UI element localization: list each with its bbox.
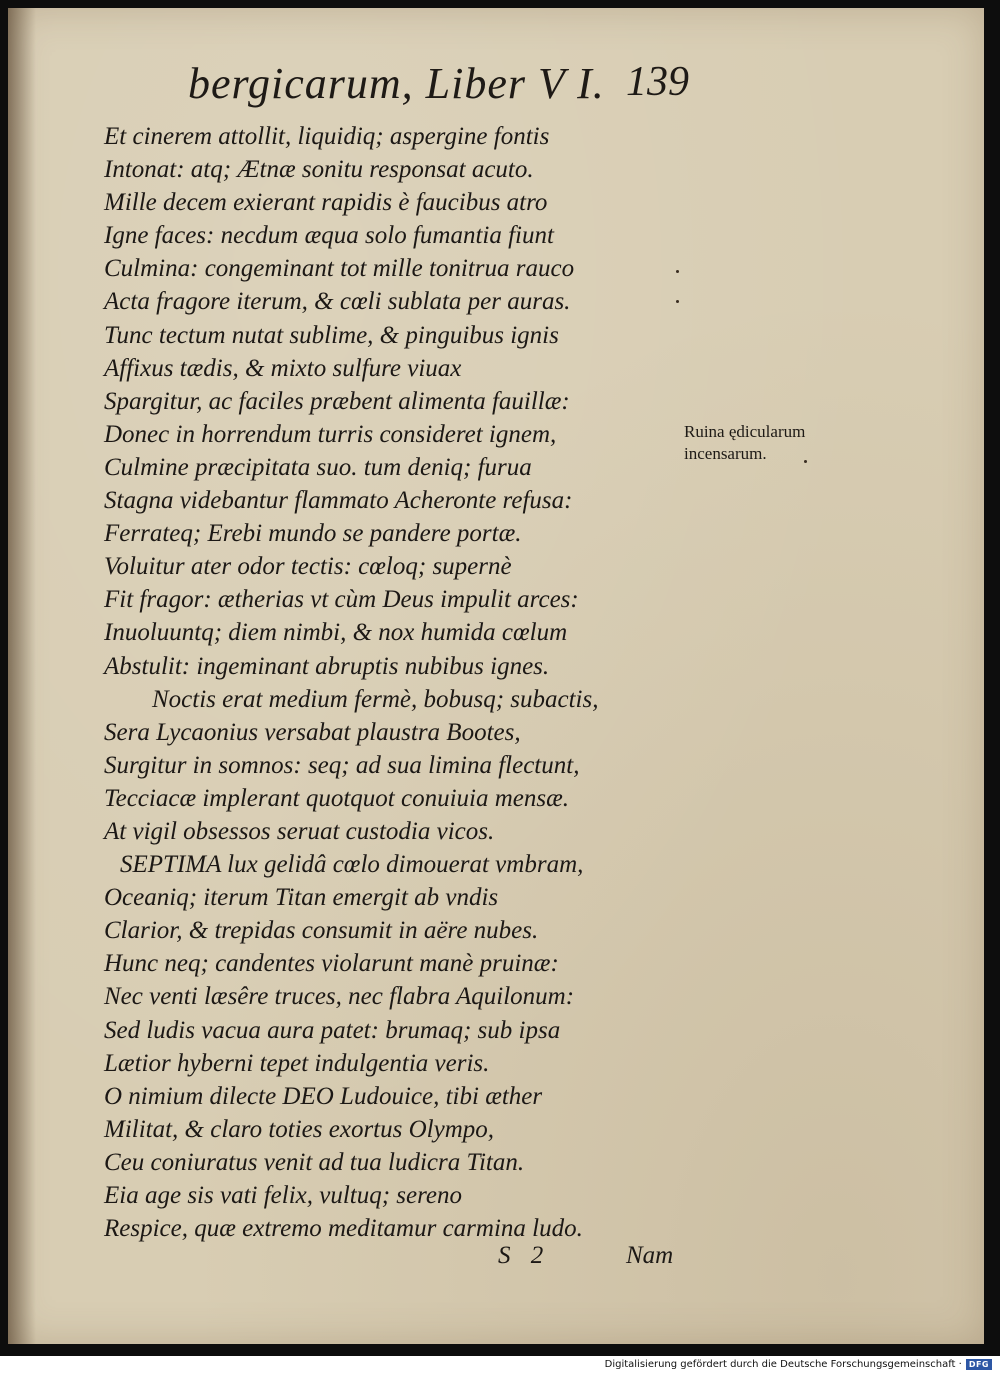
verse-line: Stagna videbantur flammato Acheronte refusa: [104, 487, 573, 515]
verse-line: Eia age sis vati felix, vultuq; sereno [104, 1182, 463, 1209]
verse-line: Ceu coniuratus venit ad tua ludicra Titan. [104, 1148, 525, 1176]
folio-number: 139 [626, 59, 689, 105]
verse-line: Culmina: congeminant tot mille tonitrua rauco [104, 255, 575, 283]
verse-line: O nimium dilecte DEO Ludouice, tibi æther [104, 1082, 543, 1110]
running-head: bergicarum, Liber V I. [188, 59, 605, 108]
verse-line: Abstulit: ingeminant abruptis nubibus ignes. [104, 652, 550, 680]
verse-line: Donec in horrendum turris consideret ignem, [104, 420, 557, 448]
verse-line: Tunc tectum nutat sublime, & pinguibus ignis [104, 321, 559, 349]
verse-line: Intonat: atq; Ætnæ sonitu responsat acuto. [104, 156, 534, 184]
verse-line: Respice, quæ extremo meditamur carmina ludo. [104, 1215, 583, 1243]
verse-line: Spargitur, ac faciles præbent alimenta fauillæ: [104, 387, 570, 415]
page-gutter-shadow [8, 8, 36, 1344]
verse-line: Ferrateq; Erebi mundo se pandere portæ. [104, 520, 522, 548]
marginal-note-line: incensarum. [684, 444, 767, 463]
verse-line: Inuoluuntq; diem nimbi, & nox humida cœlum [104, 619, 568, 647]
verse-line: Et cinerem attollit, liquidiq; aspergine fontis [104, 123, 550, 150]
verse-line: SEPTIMA lux gelidâ cœlo dimouerat vmbram, [120, 851, 584, 879]
verse-line: Lætior hyberni tepet indulgentia veris. [104, 1049, 490, 1077]
dfg-logo: DFG [966, 1359, 992, 1370]
verse-line: Affixus tædis, & mixto sulfure viuax [104, 354, 462, 382]
signature-mark: S 2 [498, 1242, 544, 1269]
verse-line: Nec venti læsêre truces, nec flabra Aquilonum: [104, 983, 575, 1011]
verse-line: Surgitur in somnos: seq; ad sua limina flectunt, [104, 751, 580, 779]
verse-line: Noctis erat medium fermè, bobusq; subactis, [152, 685, 599, 713]
verse-line: Fit fragor: ætherias vt cùm Deus impulit arces: [104, 586, 579, 614]
catchword: Nam [626, 1242, 674, 1269]
verse-line: Hunc neq; candentes violarunt manè pruinæ: [104, 950, 559, 978]
verse-text [104, 120, 724, 1245]
verse-line: Sed ludis vacua aura patet: brumaq; sub ipsa [104, 1016, 561, 1044]
funding-footer [0, 1356, 1000, 1373]
verse-line: Voluitur ater odor tectis: cœloq; supernè [104, 553, 512, 581]
book-page [8, 8, 984, 1344]
verse-line: Mille decem exierant rapidis è faucibus atro [104, 189, 548, 217]
verse-line: At vigil obsessos seruat custodia vicos. [104, 817, 495, 845]
verse-line: Acta fragore iterum, & cœli sublata per auras. [104, 288, 571, 316]
verse-line: Militat, & claro toties exortus Olympo, [104, 1115, 495, 1143]
verse-line: Tecciacæ implerant quotquot conuiuia mensæ. [104, 784, 570, 812]
marginal-note [684, 421, 874, 465]
funding-statement: Digitalisierung gefördert durch die Deutsche Forschungsgemeinschaft · [604, 1359, 962, 1370]
marginal-note-line: Ruina ędicularum [684, 422, 806, 441]
verse-line: Clarior, & trepidas consumit in aëre nubes. [104, 917, 539, 945]
verse-line: Igne faces: necdum æqua solo fumantia fiunt [104, 222, 554, 250]
verse-line: Oceaniq; iterum Titan emergit ab vndis [104, 884, 499, 912]
verse-line: Sera Lycaonius versabat plaustra Bootes, [104, 718, 521, 746]
verse-line: Culmine præcipitata suo. tum deniq; furua [104, 453, 532, 481]
